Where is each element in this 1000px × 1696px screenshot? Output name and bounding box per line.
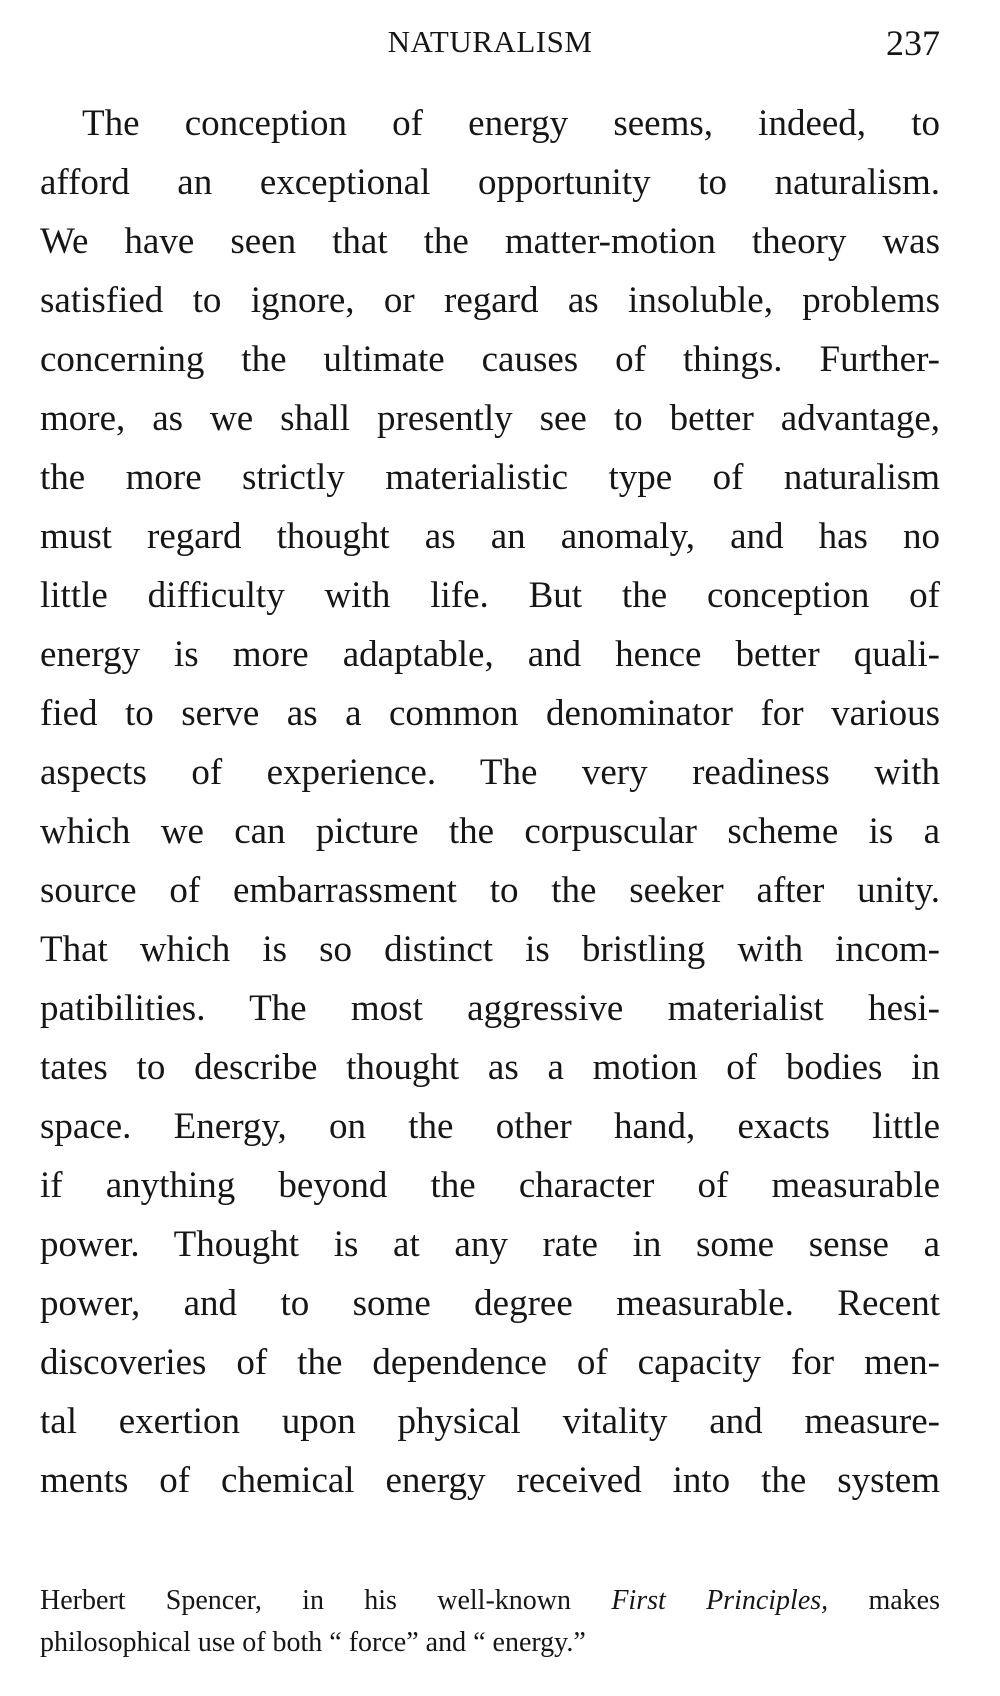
body-paragraph	[40, 94, 940, 1510]
running-head	[40, 18, 940, 66]
text-line: satisfied to ignore, or regard as insoluble, problems	[40, 280, 940, 321]
text-line: source of embarrassment to the seeker after unity.	[40, 870, 940, 911]
text-line: aspects of experience. The very readiness with	[40, 752, 940, 793]
text-line: afford an exceptional opportunity to naturalism.	[40, 162, 940, 203]
footnote-text: Herbert Spencer, in his well-known	[40, 1585, 612, 1616]
footnote	[40, 1580, 940, 1664]
text-line: the more strictly materialistic type of naturalism	[40, 457, 940, 498]
text-line: That which is so distinct is bristling with incom-	[40, 929, 940, 970]
text-line: tates to describe thought as a motion of bodies in	[40, 1047, 940, 1088]
footnote-line: philosophical use of both “ force” and “ energy.”	[40, 1627, 586, 1658]
text-line: patibilities. The most aggressive materialist hesi-	[40, 988, 940, 1029]
text-line: power, and to some degree measurable. Recent	[40, 1283, 940, 1324]
text-line: tal exertion upon physical vitality and measure-	[40, 1401, 940, 1442]
footnote-line	[40, 1580, 940, 1622]
text-line: if anything beyond the character of measurable	[40, 1165, 940, 1206]
page-number: 237	[886, 23, 940, 63]
text-line: discoveries of the dependence of capacity for men-	[40, 1342, 940, 1383]
text-line: ments of chemical energy received into the system	[40, 1460, 940, 1501]
footnote-text: makes	[828, 1585, 941, 1616]
text-line: The conception of energy seems, indeed, to	[82, 103, 940, 144]
text-line: must regard thought as an anomaly, and has no	[40, 516, 940, 557]
running-title: NATURALISM	[387, 24, 593, 59]
text-line: power. Thought is at any rate in some sense a	[40, 1224, 940, 1265]
text-line: more, as we shall presently see to better advantage,	[40, 398, 940, 439]
footnote-book-title: First Principles,	[611, 1585, 829, 1616]
text-line: energy is more adaptable, and hence better quali-	[40, 634, 940, 675]
text-line: little difficulty with life. But the conception of	[40, 575, 940, 616]
text-line: concerning the ultimate causes of things. Further-	[40, 339, 940, 380]
text-line: which we can picture the corpuscular scheme is a	[40, 811, 940, 852]
text-line: space. Energy, on the other hand, exacts little	[40, 1106, 940, 1147]
text-line: fied to serve as a common denominator for various	[40, 693, 940, 734]
text-line: We have seen that the matter-motion theory was	[40, 221, 940, 262]
